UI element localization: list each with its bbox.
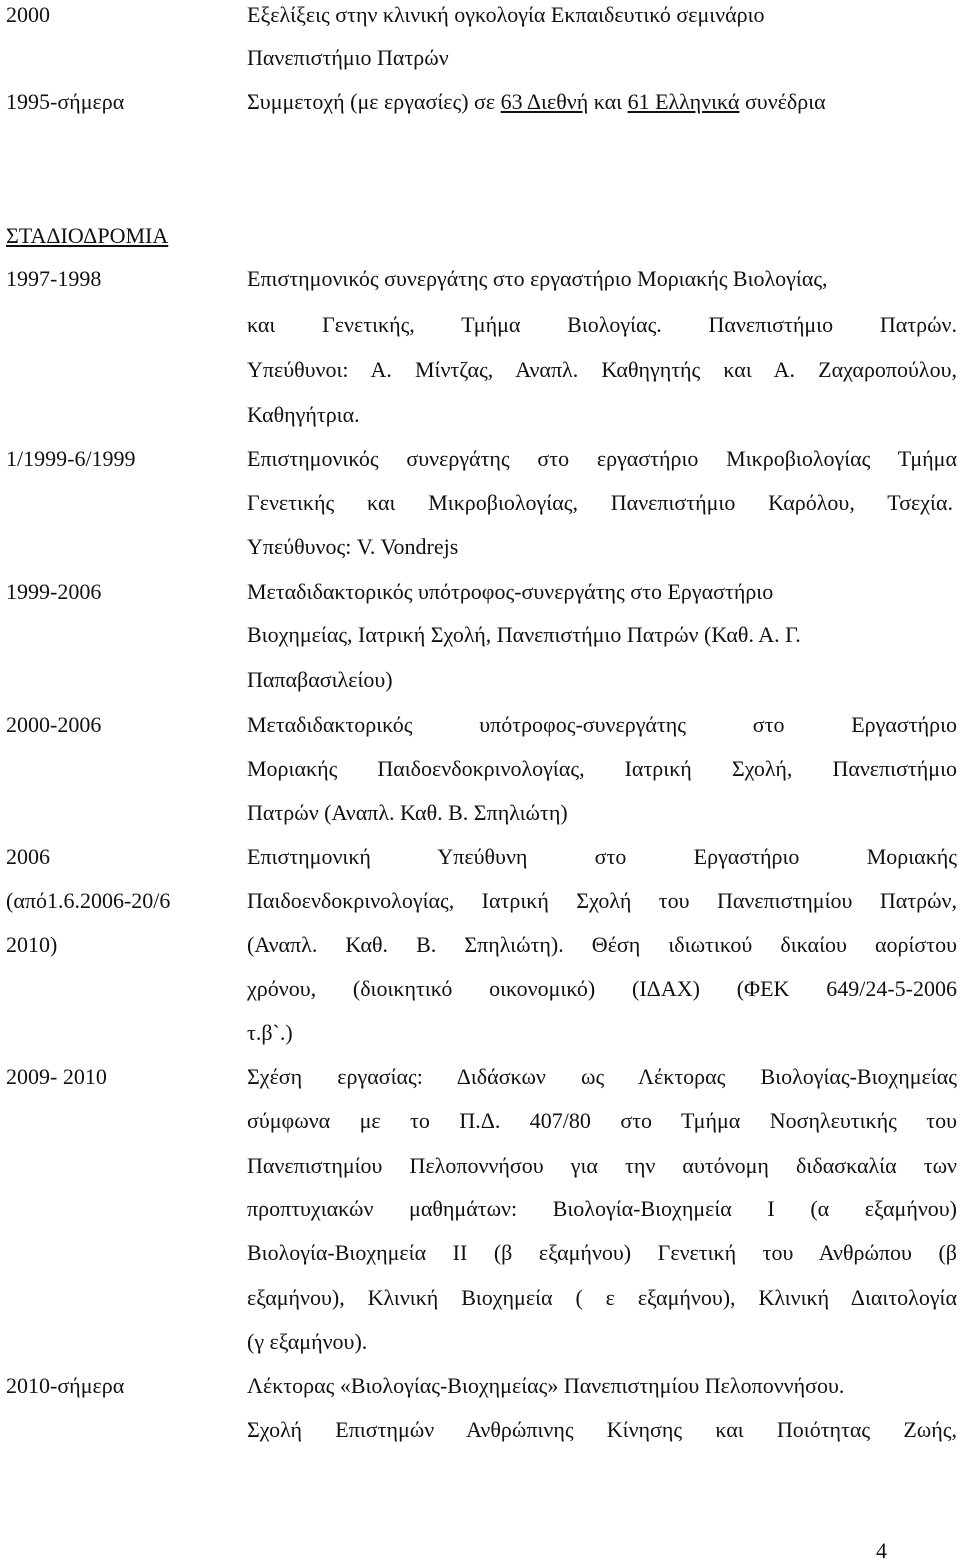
career-line: Σχολή Επιστημών Ανθρώπινης Κίνησης και Ποιότητας Ζωής, [247, 1417, 957, 1442]
career-line: σύμφωνα με το Π.Δ. 407/80 στο Τμήμα Νοσηλευτικής του [247, 1108, 957, 1133]
career-date: 2006 [6, 844, 50, 869]
career-line: Πανεπιστημίου Πελοποννήσου για την αυτόνομη διδασκαλία των [247, 1153, 957, 1178]
career-date: 1997-1998 [6, 266, 102, 291]
career-line: Μεταδιδακτορικός υπότροφος-συνεργάτης στο Εργαστήριο [247, 579, 774, 604]
career-date: 1/1999-6/1999 [6, 446, 136, 471]
page-number: 4 [876, 1538, 887, 1563]
entry-line: Εξελίξεις στην κλινική ογκολογία Εκπαιδευτικό σεμινάριο [247, 2, 765, 27]
career-line: Μοριακής Παιδοενδοκρινολογίας, Ιατρική Σχολή, Πανεπιστήμιο [247, 756, 957, 781]
career-line: και Γενετικής, Τμήμα Βιολογίας. Πανεπιστήμιο Πατρών. [247, 312, 957, 337]
conferences-line: Συμμετοχή (με εργασίες) σε 63 Διεθνή και 61 Ελληνικά συνέδρια [247, 89, 826, 114]
career-line: Καθηγήτρια. [247, 402, 360, 427]
entry-line: Πανεπιστήμιο Πατρών [247, 45, 449, 70]
career-date: 2010) [6, 932, 58, 957]
career-line: χρόνου, (διοικητικό οικονομικό) (ΙΔΑΧ) (ΦΕΚ 649/24-5-2006 [247, 976, 957, 1001]
career-date: 2010-σήμερα [6, 1373, 125, 1398]
career-line: Παπαβασιλείου) [247, 667, 393, 692]
career-line: Γενετικής και Μικροβιολογίας, Πανεπιστήμιο Καρόλου, Τσεχία. [247, 490, 953, 515]
career-line: Επιστημονικός συνεργάτης στο εργαστήριο Μοριακής Βιολογίας, [247, 266, 828, 291]
career-date: 2000-2006 [6, 712, 102, 737]
career-line: (γ εξαμήνου). [247, 1329, 368, 1354]
entry-date-2000: 2000 [6, 2, 50, 27]
career-line: Πατρών (Αναπλ. Καθ. Β. Σπηλιώτη) [247, 800, 568, 825]
career-line: Βιοχημείας, Ιατρική Σχολή, Πανεπιστήμιο Πατρών (Καθ. Α. Γ. [247, 622, 801, 647]
career-line: τ.β`.) [247, 1020, 293, 1045]
career-line: Επιστημονική Υπεύθυνη στο Εργαστήριο Μοριακής [247, 844, 957, 869]
career-line: Λέκτορας «Βιολογίας-Βιοχημείας» Πανεπιστημίου Πελοποννήσου. [247, 1373, 845, 1398]
career-line: Υπεύθυνοι: Α. Μίντζας, Αναπλ. Καθηγητής και Α. Ζαχαροπούλου, [247, 357, 957, 382]
career-line: Σχέση εργασίας: Διδάσκων ως Λέκτορας Βιολογίας-Βιοχημείας [247, 1064, 957, 1089]
career-date: 1999-2006 [6, 579, 102, 604]
career-line: Υπεύθυνος: V. Vondrejs [247, 534, 459, 559]
career-line: (Αναπλ. Καθ. Β. Σπηλιώτη). Θέση ιδιωτικού δικαίου αορίστου [247, 932, 957, 957]
career-line: προπτυχιακών μαθημάτων: Βιολογία-Βιοχημεία Ι (α εξαμήνου) [247, 1196, 957, 1221]
career-line: Μεταδιδακτορικός υπότροφος-συνεργάτης στο Εργαστήριο [247, 712, 957, 737]
career-line: Επιστημονικός συνεργάτης στο εργαστήριο Μικροβιολογίας Τμήμα [247, 446, 957, 471]
entry-date-1995: 1995-σήμερα [6, 89, 125, 114]
section-heading: ΣΤΑΔΙΟΔΡΟΜΙΑ [6, 223, 169, 248]
career-line: Βιολογία-Βιοχημεία ΙΙ (β εξαμήνου) Γενετική του Ανθρώπου (β [247, 1240, 957, 1265]
career-date: (από1.6.2006-20/6 [6, 888, 171, 913]
career-line: Παιδοενδοκρινολογίας, Ιατρική Σχολή του Πανεπιστημίου Πατρών, [247, 888, 957, 913]
career-date: 2009- 2010 [6, 1064, 107, 1089]
career-line: εξαμήνου), Κλινική Βιοχημεία ( ε εξαμήνου), Κλινική Διαιτολογία [247, 1285, 957, 1310]
